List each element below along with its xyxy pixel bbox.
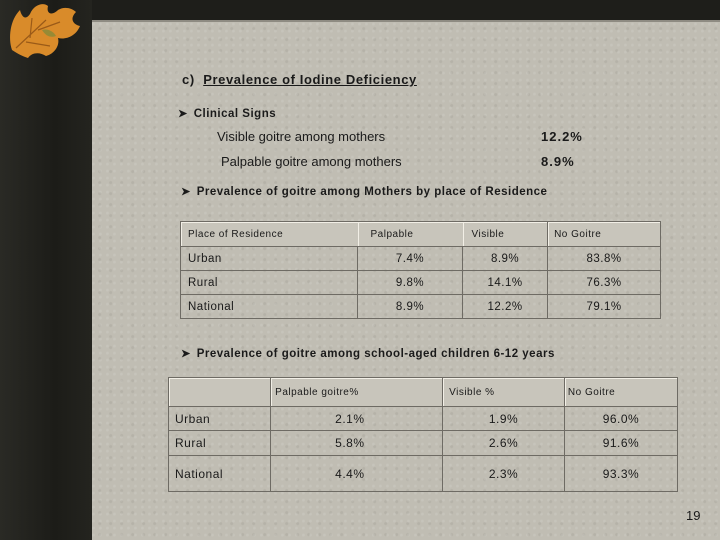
- autumn-leaf-icon: [2, 0, 88, 64]
- table-cell: Rural: [169, 431, 271, 456]
- table-cell: 2.1%: [271, 407, 443, 431]
- table-cell: National: [181, 295, 358, 319]
- table-cell: 7.4%: [358, 247, 463, 271]
- column-header: Place of Residence: [181, 222, 358, 247]
- residence-table: [180, 221, 661, 319]
- table-cell: 79.1%: [548, 295, 661, 319]
- table-cell: Urban: [181, 247, 358, 271]
- table-cell: 1.9%: [443, 407, 565, 431]
- column-header: Palpable: [358, 222, 463, 247]
- table-header-row: [169, 378, 678, 407]
- clinical-signs-heading: ➤ Clinical Signs: [178, 108, 277, 120]
- table-cell: 14.1%: [463, 271, 548, 295]
- table-cell: 96.0%: [564, 407, 677, 431]
- clinical-row-value: 12.2%: [541, 129, 583, 144]
- table1-heading: ➤ Prevalence of goitre among Mothers by place of Residence: [181, 186, 548, 198]
- clinical-row-label: Palpable goitre among mothers: [221, 154, 402, 169]
- table-row: [169, 456, 678, 492]
- school-children-table: [168, 377, 678, 492]
- table-cell: 83.8%: [548, 247, 661, 271]
- table-row: [169, 431, 678, 456]
- arrow-bullet-icon: ➤: [178, 108, 188, 120]
- title-prefix: c): [182, 72, 195, 87]
- clinical-row-value: 8.9%: [541, 154, 575, 169]
- clinical-row-label: Visible goitre among mothers: [217, 129, 386, 144]
- table-row: [181, 295, 661, 319]
- column-header: No Goitre: [564, 378, 677, 407]
- page-number: 19: [686, 508, 701, 523]
- table-row: [181, 247, 661, 271]
- arrow-bullet-icon: ➤: [181, 348, 191, 360]
- column-header: Visible %: [443, 378, 565, 407]
- table-cell: Rural: [181, 271, 358, 295]
- table-row: [169, 407, 678, 431]
- arrow-bullet-icon: ➤: [181, 186, 191, 198]
- table-cell: 91.6%: [564, 431, 677, 456]
- table-header-row: [181, 222, 661, 247]
- table-cell: 2.3%: [443, 456, 565, 492]
- column-header: Visible: [463, 222, 548, 247]
- table-cell: 76.3%: [548, 271, 661, 295]
- table-cell: 8.9%: [358, 295, 463, 319]
- table-cell: 5.8%: [271, 431, 443, 456]
- column-header: No Goitre: [548, 222, 661, 247]
- table-cell: 8.9%: [463, 247, 548, 271]
- table2-heading: ➤ Prevalence of goitre among school-aged children 6-12 years: [181, 348, 555, 360]
- table-cell: 2.6%: [443, 431, 565, 456]
- title-text: Prevalence of Iodine Deficiency: [203, 72, 417, 87]
- slide-title: [182, 72, 417, 87]
- left-decorative-strip: [0, 0, 92, 540]
- table-cell: 93.3%: [564, 456, 677, 492]
- table-cell: National: [169, 456, 271, 492]
- table-cell: 4.4%: [271, 456, 443, 492]
- column-header: [169, 378, 271, 407]
- table-row: [181, 271, 661, 295]
- table-cell: 12.2%: [463, 295, 548, 319]
- table-cell: 9.8%: [358, 271, 463, 295]
- column-header: Palpable goitre%: [271, 378, 443, 407]
- table-cell: Urban: [169, 407, 271, 431]
